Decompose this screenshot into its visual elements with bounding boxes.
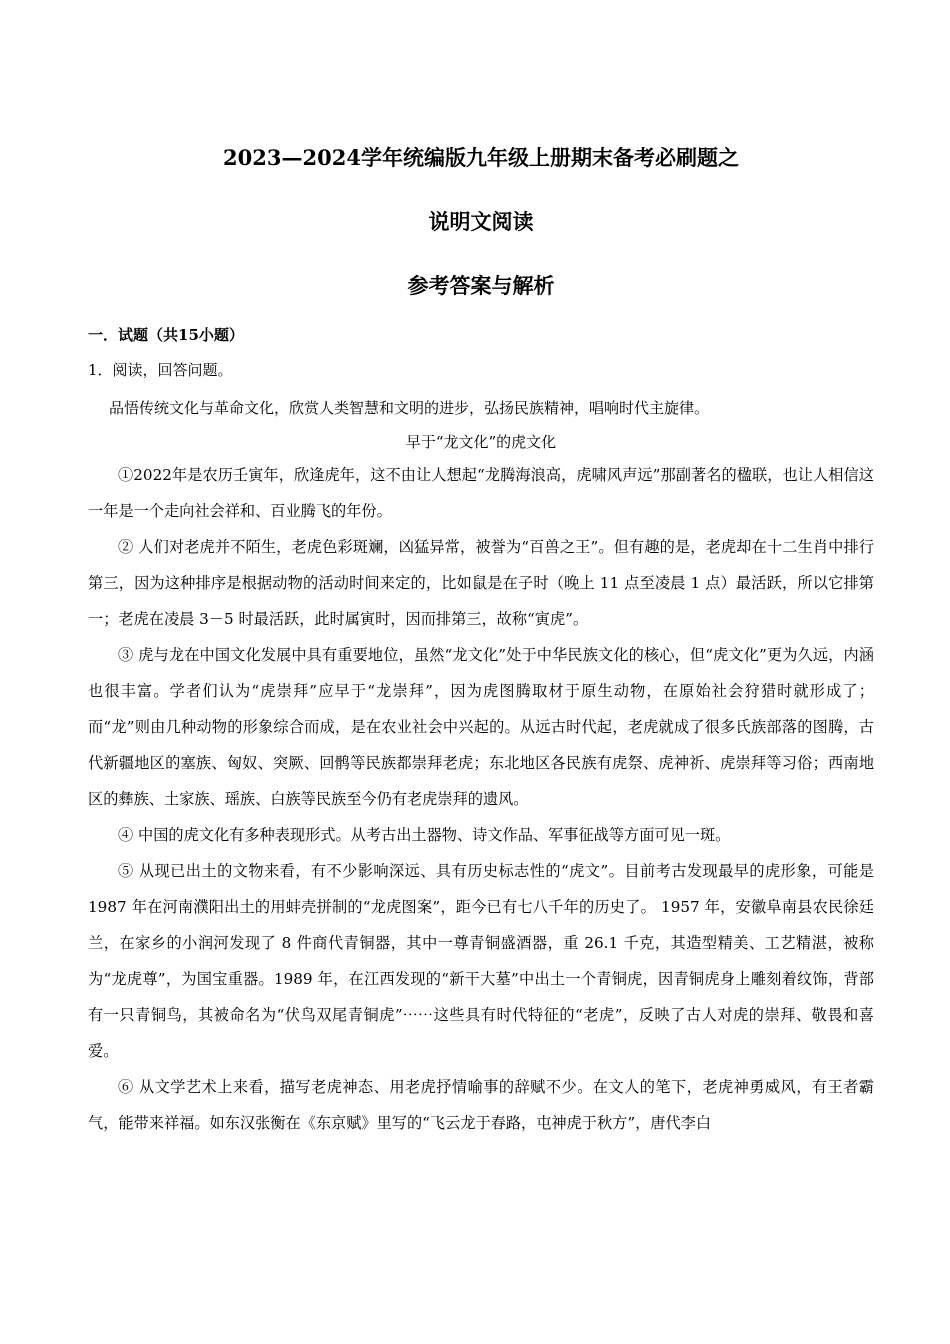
document-subtitle: 说明文阅读 <box>428 209 534 234</box>
paragraph: ② 人们对老虎并不陌生，老虎色彩斑斓，凶猛异常，被誉为“百兽之王”。但有趣的是，老虎却在十二生肖中排行第三，因为这种排序是根据动物的活动时间来定的，比如鼠是在子时（晚上 11 点至凌晨 1 点）最活跃，所以它排第一；老虎在凌晨 3－5 时最活跃，此时属寅时，因而排第三，故称“寅虎”。 <box>88 538 874 628</box>
document-title: 2023—2024学年统编版九年级上册期末备考必刷题之 <box>223 145 739 170</box>
question-intro: 品悟传统文化与革命文化，欣赏人类智慧和文明的进步，弘扬民族精神，唱响时代主旋律。 <box>109 399 710 417</box>
passage-title: 早于“龙文化”的虎文化 <box>405 433 557 451</box>
section-heading: 一．试题（共15小题） <box>88 326 244 344</box>
paragraph: ⑥ 从文学艺术上来看，描写老虎神态、用老虎抒情喻事的辞赋不少。在文人的笔下，老虎神勇威风，有王者霸气，能带来祥福。如东汉张衡在《东京赋》里写的“飞云龙于春路，屯神虎于秋方”，唐代李白 <box>88 1078 874 1132</box>
paragraph: ①2022年是农历壬寅年，欣逢虎年，这不由让人想起“龙腾海浪高，虎啸风声远”那副著名的楹联，也让人相信这一年是一个走向社会祥和、百业腾飞的年份。 <box>88 466 874 520</box>
document-subheading: 参考答案与解析 <box>407 273 555 298</box>
passage-body <box>88 457 874 1141</box>
paragraph: ③ 虎与龙在中国文化发展中具有重要地位，虽然“龙文化”处于中华民族文化的核心，但“虎文化”更为久远，内涵也很丰富。学者们认为“虎崇拜”应早于“龙崇拜”，因为虎图腾取材于原生动物，在原始社会狩猎时就形成了；而“龙”则由几种动物的形象综合而成，是在农业社会中兴起的。从远古时代起，老虎就成了很多氏族部落的图腾，古代新疆地区的塞族、匈奴、突厥、回鹘等民族都崇拜老虎；东北地区各民族有虎祭、虎神祈、虎崇拜等习俗；西南地区的彝族、土家族、瑶族、白族等民族至今仍有老虎崇拜的遗风。 <box>88 646 874 808</box>
paragraph: ④ 中国的虎文化有多种表现形式。从考古出土器物、诗文作品、军事征战等方面可见一斑。 <box>118 826 731 844</box>
question-number: 1．阅读，回答问题。 <box>88 361 233 379</box>
paragraph: ⑤ 从现已出土的文物来看，有不少影响深远、具有历史标志性的“虎文”。目前考古发现最早的虎形象，可能是 1987 年在河南濮阳出土的用蚌壳拼制的“龙虎图案”，距今已有七八千年的历史了。 1957 年，安徽阜南县农民徐廷兰，在家乡的小润河发现了 8 件商代青铜器，其中一尊青铜盛酒器，重 26.1 千克，其造型精美、工艺精湛，被称为“龙虎尊”，为国宝重器。1989 年，在江西发现的“新干大墓”中出土一个青铜虎，因青铜虎身上雕刻着纹饰，背部有一只青铜鸟，其被命名为“伏鸟双尾青铜虎”⋯⋯这些具有时代特征的“老虎”，反映了古人对虎的崇拜、敬畏和喜爱。 <box>88 862 874 1060</box>
